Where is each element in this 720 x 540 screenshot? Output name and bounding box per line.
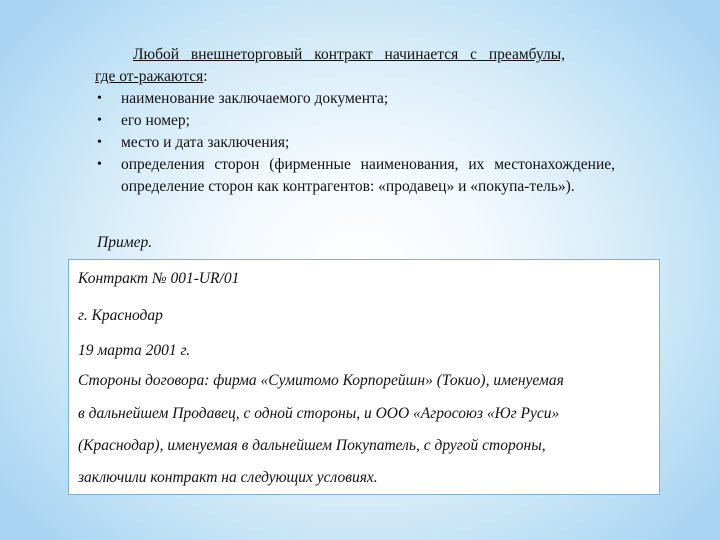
contract-number: Контракт № 001-UR/01 (78, 270, 240, 287)
preamble-section (95, 44, 615, 198)
contract-city: г. Краснодар (78, 307, 163, 324)
preamble-bullet-list (95, 88, 615, 198)
preamble-underlined-text: где от-ражаются (95, 68, 204, 85)
list-item (95, 88, 615, 110)
bullet-icon: • (97, 91, 102, 106)
bullet-icon: • (97, 135, 102, 150)
bullet-icon: • (97, 157, 102, 172)
preamble-colon: : (203, 68, 208, 85)
list-item (95, 110, 615, 132)
contract-parties-line: в дальнейшем Продавец, с одной стороны, и ООО «Агросоюз «Юг Руси» (78, 405, 560, 422)
list-item-text: место и дата заключения; (121, 134, 290, 151)
list-item-text: определения сторон (фирменные наименования, их местонахождение, определение сторон как контрагентов: «продавец» и «покупа-тель»). (121, 156, 615, 195)
preamble-lead-text: Любой внешнеторговый контракт начинается с преамбулы, (133, 46, 566, 63)
example-label: Пример. (97, 234, 153, 251)
contract-date: 19 марта 2001 г. (78, 342, 191, 359)
preamble-second-line (95, 66, 615, 88)
bullet-icon: • (97, 113, 102, 128)
list-item (95, 132, 615, 154)
contract-parties-line: заключили контракт на следующих условиях. (78, 469, 378, 486)
list-item-text: его номер; (121, 112, 190, 129)
contract-parties-line: (Краснодар), именуемая в дальнейшем Покупатель, с другой стороны, (78, 437, 546, 454)
contract-example-box (68, 259, 660, 495)
list-item (95, 154, 615, 198)
list-item-text: наименование заключаемого документа; (121, 90, 389, 107)
preamble-intro-line (95, 44, 615, 66)
contract-parties-line: Стороны договора: фирма «Сумитомо Корпорейшн» (Токио), именуемая (78, 372, 564, 389)
